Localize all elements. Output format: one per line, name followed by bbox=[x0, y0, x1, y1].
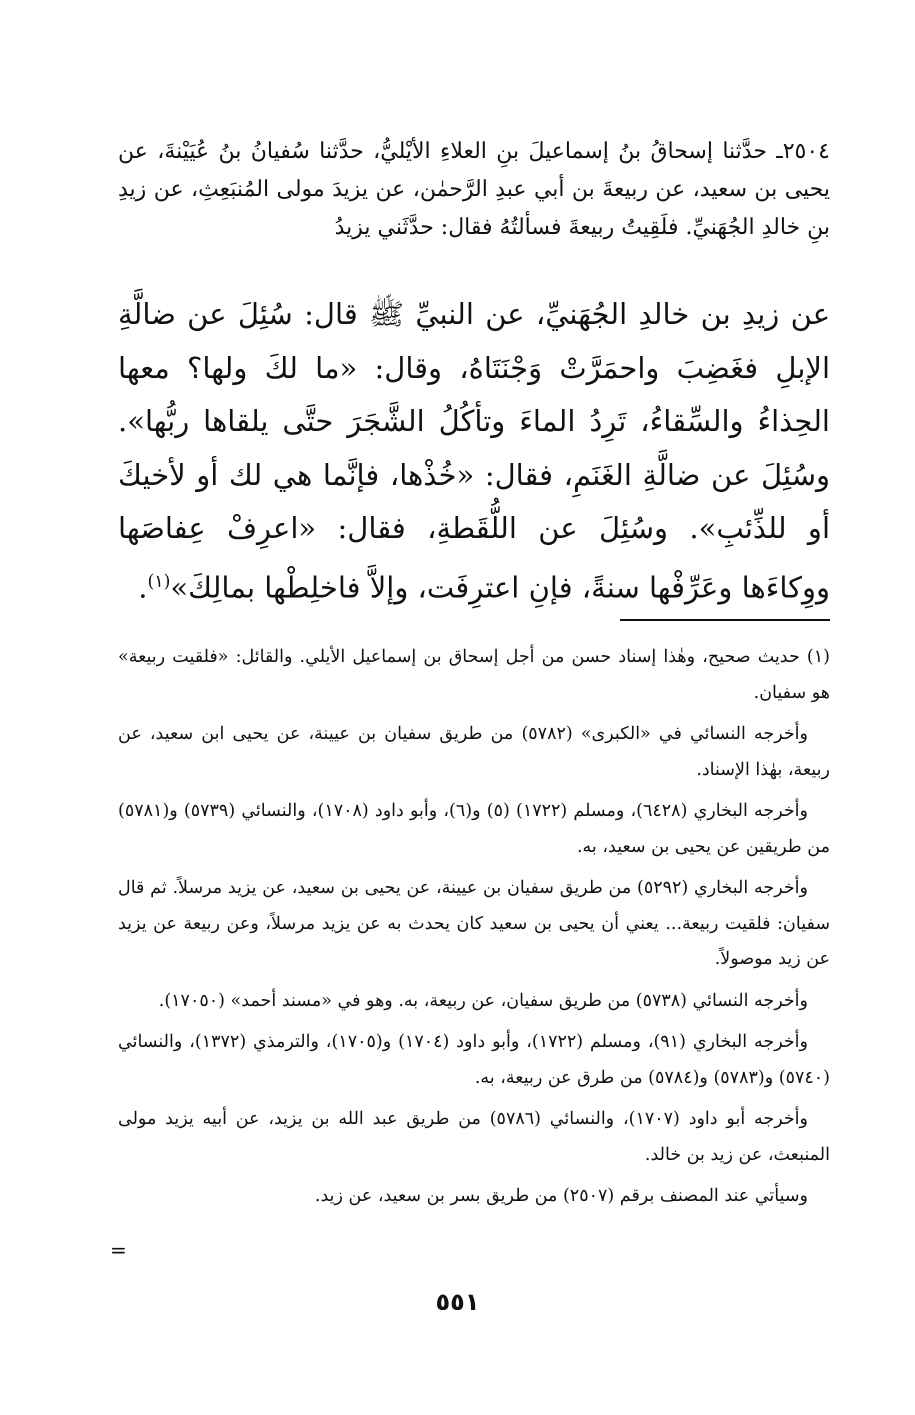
page-number: ٥٥١ bbox=[435, 1288, 480, 1316]
footnote-marker: (١) bbox=[147, 571, 171, 592]
footnote-paragraph: وأخرجه النسائي في «الكبرى» (٥٧٨٢) من طريق سفيان بن عيينة، عن يحيى ابن سعيد، عن ربيعة، بهٰذا الإسناد. bbox=[118, 724, 830, 780]
footnote-paragraph: وأخرجه أبو داود (١٧٠٧)، والنسائي (٥٧٨٦) من طريق عبد الله بن يزيد، عن أبيه يزيد مولى المنبعث، عن زيد بن خالد. bbox=[118, 1109, 830, 1165]
footnote-paragraph: وسيأتي عند المصنف برقم (٢٥٠٧) من طريق بسر بن سعيد، عن زيد. bbox=[314, 1186, 808, 1206]
footnote-paragraph: وأخرجه البخاري (٦٤٢٨)، ومسلم (١٧٢٢) (٥) و(٦)، وأبو داود (١٧٠٨)، والنسائي (٥٧٣٩) و(٥٧٨١) من طريقين عن يحيى بن سعيد، به. bbox=[118, 801, 830, 857]
isnad-text: ٢٥٠٤ـ حدَّثنا إسحاقُ بنُ إسماعيلَ بنِ العلاءِ الأيْليُّ، حدَّثنا سُفيانُ بنُ عُيَيْنةَ، عن يحيى بن سعيد، عن ربيعةَ بن أبي عبدِ الرَّحمٰن، عن يزيدَ مولى المُنبَعِثِ، عن زيدِ بنِ خالدِ الجُهَنيِّ. فلَقِيتُ ربيعةَ فسألتُهُ فقال: حدَّثَني يزيدُ bbox=[118, 139, 830, 240]
footnote-paragraph: وأخرجه البخاري (٥٢٩٢) من طريق سفيان بن عيينة، عن يحيى بن سعيد، عن يزيد مرسلاً. ثم قال سفيان: فلقيت ربيعة... يعني أن يحيى بن سعيد كان يحدث به عن يزيد مرسلاً، وعن ربيعة عن يزيد عن زيد موصولاً. bbox=[118, 878, 830, 969]
matn-end: . bbox=[138, 570, 148, 605]
footnotes bbox=[118, 640, 830, 1221]
hadith-isnad bbox=[118, 133, 830, 247]
matn-text: عن زيدِ بن خالدِ الجُهَنيِّ، عن النبيِّ ﷺ قال: سُئِلَ عن ضالَّةِ الإبلِ فغَضِبَ واحمَرَّتْ وَجْنَتَاهُ، وقال: «ما لكَ ولها؟ معها الحِذاءُ والسِّقاءُ، تَرِدُ الماءَ وتأكُلُ الشَّجَرَ حتَّى يلقاها ربُّها». وسُئِلَ عن ضالَّةِ الغَنَمِ، فقال: «خُذْها، فإنَّما هي لك أو لأخيكَ أو للذِّئبِ». وسُئِلَ عن اللُّقَطةِ، فقال: «اعرِفْ عِفاصَها ووِكاءَها وعَرِّفْها سنةً، فإنِ اعترِفَت، وإلاَّ فاخلِطْها بمالِكَ» bbox=[118, 297, 830, 605]
footnote-paragraph: وأخرجه البخاري (٩١)، ومسلم (١٧٢٢)، وأبو داود (١٧٠٤) و(١٧٠٥)، والترمذي (١٣٧٢)، والنسائي (٥٧٤٠) و(٥٧٨٣) و(٥٧٨٤) من طرق عن ربيعة، به. bbox=[118, 1032, 830, 1088]
footnote-paragraph: وأخرجه النسائي (٥٧٣٨) من طريق سفيان، عن ربيعة، به. وهو في «مسند أحمد» (١٧٠٥٠). bbox=[158, 990, 808, 1011]
continuation-mark: = bbox=[110, 1238, 127, 1262]
footnote-paragraph: (١) حديث صحيح، وهٰذا إسناد حسن من أجل إسحاق بن إسماعيل الأيلي. والقائل: «فلقيت ربيعة» هو سفيان. bbox=[118, 647, 830, 703]
hadith-matn bbox=[118, 288, 830, 615]
footnote-separator bbox=[620, 619, 830, 621]
